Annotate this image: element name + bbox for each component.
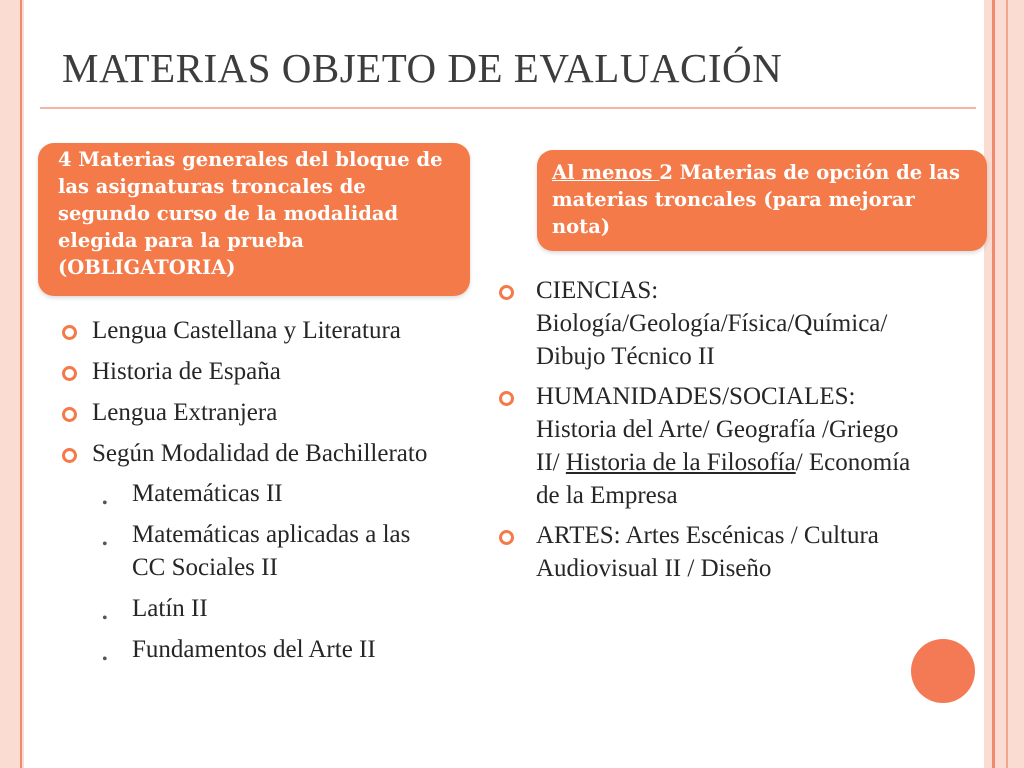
right-frame-border [984, 0, 1024, 768]
optional-subjects-box [537, 150, 987, 251]
list-item-text: HUMANIDADES/SOCIALES: Historia del Arte/ Geografía /Griego II/ [536, 383, 899, 476]
title-divider [40, 107, 976, 109]
sub-list-item [92, 592, 442, 625]
list-item-text: / Economía de la Empresa [536, 449, 911, 509]
circle-bullet-icon [499, 530, 514, 545]
circle-bullet-icon [499, 285, 514, 300]
general-subjects-list [62, 314, 442, 674]
list-item-text: Historia de España [92, 358, 281, 385]
sub-list-item [92, 633, 442, 666]
left-frame-border [0, 0, 24, 768]
dot-bullet-icon: • [102, 495, 108, 512]
list-item [497, 380, 922, 512]
sub-list-item-text: Latín II [132, 595, 208, 622]
sub-list-item-text: Matemáticas II [132, 480, 283, 507]
circle-bullet-icon [62, 325, 77, 340]
sub-list-item [92, 477, 442, 510]
circle-bullet-icon [62, 448, 77, 463]
circle-bullet-icon [62, 366, 77, 381]
optional-subjects-list [497, 274, 922, 592]
general-subjects-box [38, 143, 470, 296]
sub-list-item-text: Fundamentos del Arte II [132, 636, 376, 663]
list-item [497, 274, 922, 373]
dot-bullet-icon: • [102, 610, 108, 627]
dot-bullet-icon: • [102, 651, 108, 668]
list-item [62, 437, 442, 666]
circle-bullet-icon [62, 407, 77, 422]
dot-bullet-icon: • [102, 536, 108, 553]
sub-list-item [92, 518, 442, 584]
list-item-text: Según Modalidad de Bachillerato [92, 440, 428, 467]
list-item-text: Lengua Extranjera [92, 399, 278, 426]
decorative-circle [911, 639, 975, 703]
list-item [62, 396, 442, 429]
optional-subjects-text: 2 Materias de opción de las materias troncales (para mejorar nota) [552, 161, 960, 238]
list-item [497, 519, 922, 585]
modality-sublist [92, 477, 442, 666]
list-item [62, 355, 442, 388]
sub-list-item-text: Matemáticas aplicadas a las CC Sociales II [132, 521, 411, 581]
list-item-text: CIENCIAS: Biología/Geología/Física/Química/ Dibujo Técnico II [536, 277, 888, 370]
general-subjects-text: 4 Materias generales del bloque de las asignaturas troncales de segundo curso de la modalidad elegida para la prueba (OBLIGATORIA) [58, 148, 443, 279]
list-item-text: Lengua Castellana y Literatura [92, 317, 401, 344]
circle-bullet-icon [499, 391, 514, 406]
optional-subjects-underlined: Al menos [552, 161, 660, 184]
list-item-underlined-text: Historia de la Filosofía [565, 449, 796, 476]
slide-title: MATERIAS OBJETO DE EVALUACIÓN [62, 45, 783, 91]
list-item-text: ARTES: Artes Escénicas / Cultura Audiovisual II / Diseño [536, 522, 879, 582]
list-item [62, 314, 442, 347]
